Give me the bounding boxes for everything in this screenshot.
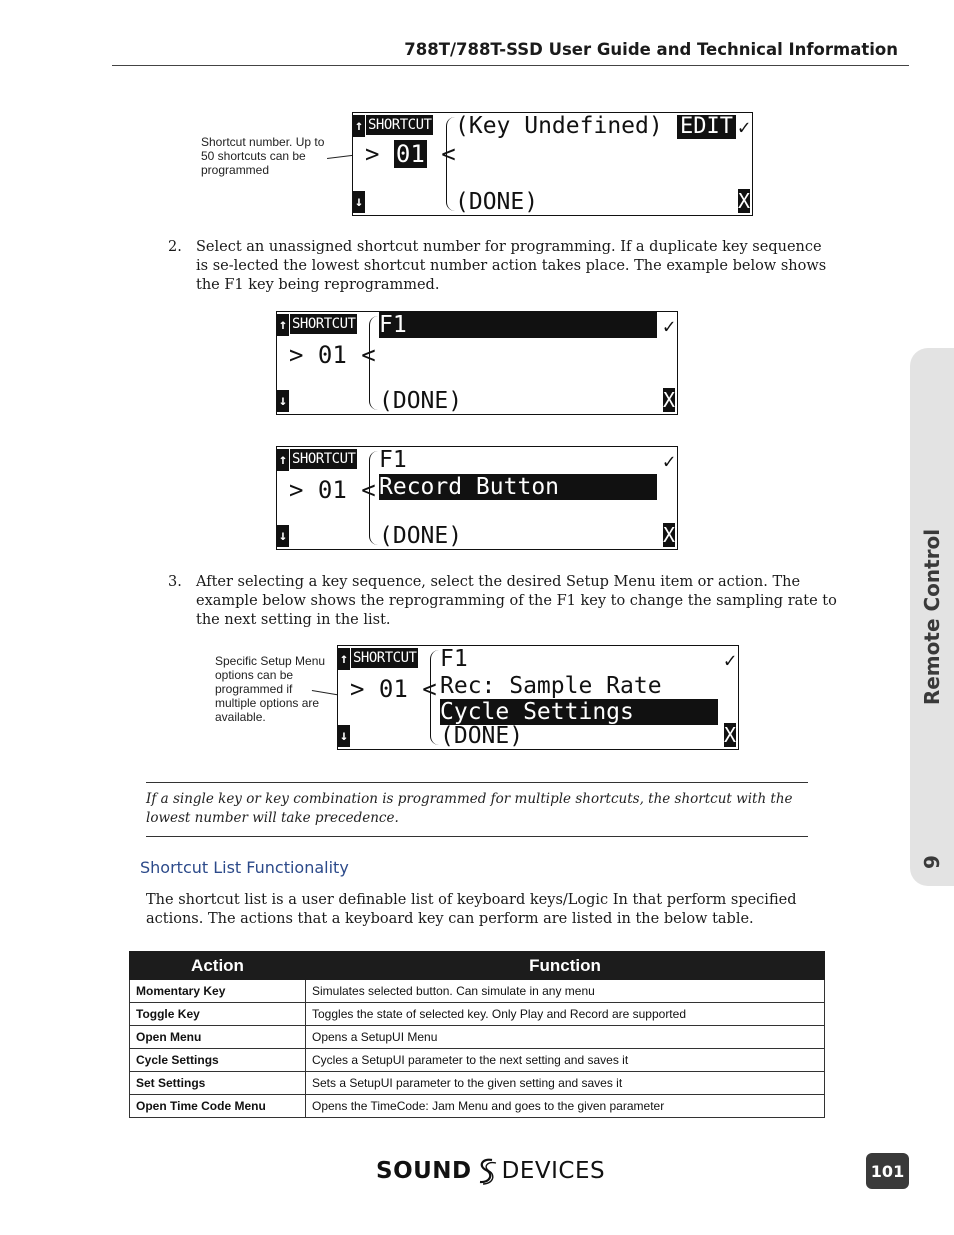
table-header-action: Action [130, 952, 306, 980]
table-header-function: Function [306, 952, 825, 980]
shortcut-number-row: > 01 < [289, 341, 376, 369]
key-name: F1 [379, 312, 657, 338]
action-cell: Open Time Code Menu [130, 1095, 306, 1118]
action-cell: Cycle Settings [130, 1049, 306, 1072]
check-icon: ✓ [663, 449, 676, 473]
brace-divider [446, 117, 455, 211]
brace-divider [369, 316, 378, 410]
function-cell: Sets a SetupUI parameter to the given setting and saves it [306, 1072, 825, 1095]
setup-options-callout: Specific Setup Menu options can be programmed if multiple options are available. [215, 654, 326, 724]
table-row [130, 1003, 825, 1026]
down-arrow-icon: ↓ [277, 525, 289, 547]
done-label: (DONE) [440, 723, 524, 749]
check-icon: ✓ [663, 314, 676, 338]
note-rule-bottom [146, 836, 808, 837]
chapter-title: Remote Control [920, 528, 944, 706]
cancel-x-icon: X [724, 723, 737, 747]
brace-divider [430, 650, 439, 745]
menu-item: Rec: Sample Rate [440, 673, 662, 699]
step-text: Select an unassigned shortcut number for programming. If a duplicate key sequence is se-lected the lowest shortcut number action takes place. The example below shows the F1 key being reprogrammed. [196, 239, 827, 293]
logo-devices: DEVICES [501, 1158, 606, 1184]
lcd-screen-f1 [276, 311, 678, 415]
cancel-x-icon: X [663, 388, 676, 412]
function-cell: Cycles a SetupUI parameter to the next setting and saves it [306, 1049, 825, 1072]
table-row [130, 1049, 825, 1072]
table-row [130, 980, 825, 1003]
action-cell: Set Settings [130, 1072, 306, 1095]
shortcut-label: SHORTCUT [292, 316, 356, 332]
up-arrow-icon: ↑ [353, 115, 365, 137]
brace-divider [369, 451, 378, 545]
shortcut-number-callout: Shortcut number. Up to 50 shortcuts can be programmed [201, 135, 325, 177]
note-rule-top [146, 782, 808, 783]
section-body: The shortcut list is a user definable list of keyboard keys/Logic In that perform specified actions. The actions that a keyboard key can perform are listed in the below table. [146, 892, 797, 927]
up-arrow-icon: ↑ [277, 449, 289, 471]
precedence-note: If a single key or key combination is programmed for multiple shortcuts, the shortcut with the lowest number will take precedence. [146, 791, 793, 826]
key-name: F1 [379, 447, 407, 473]
swirl-logo-icon [474, 1156, 500, 1186]
edit-label: EDIT [677, 115, 736, 139]
function-cell: Toggles the state of selected key. Only Play and Record are supported [306, 1003, 825, 1026]
shortcut-number: 01 [317, 341, 347, 369]
down-arrow-icon: ↓ [277, 390, 289, 412]
up-arrow-icon: ↑ [277, 314, 289, 336]
shortcut-action-table [129, 951, 825, 1118]
table-row [130, 1026, 825, 1049]
down-arrow-icon: ↓ [338, 725, 350, 747]
section-heading: Shortcut List Functionality [140, 858, 349, 877]
action-cell: Momentary Key [130, 980, 306, 1003]
page-number: 101 [866, 1153, 909, 1189]
chapter-number: 9 [920, 855, 944, 869]
key-name: F1 [440, 646, 468, 672]
shortcut-number-row: > 01 < [365, 140, 456, 168]
table-row [130, 1072, 825, 1095]
done-label: (DONE) [379, 523, 463, 549]
done-label: (DONE) [379, 388, 463, 414]
lcd-screen-undefined [352, 112, 753, 216]
function-cell: Opens a SetupUI Menu [306, 1026, 825, 1049]
lcd-screen-sample-rate [337, 645, 739, 750]
page-header-title: 788T/788T-SSD User Guide and Technical Information [404, 40, 898, 59]
shortcut-number: 01 [317, 476, 347, 504]
check-icon: ✓ [738, 115, 751, 139]
done-label: (DONE) [455, 189, 539, 215]
shortcut-number-row: > 01 < [289, 476, 376, 504]
step-number: 2. [168, 239, 182, 255]
cancel-x-icon: X [663, 523, 676, 547]
function-cell: Simulates selected button. Can simulate in any menu [306, 980, 825, 1003]
action-cell: Open Menu [130, 1026, 306, 1049]
shortcut-number: 01 [395, 140, 425, 168]
header-divider [112, 65, 909, 66]
step-text: After selecting a key sequence, select the desired Setup Menu item or action. The example below shows the reprogramming of the F1 key to change the sampling rate to the next setting in the list. [196, 574, 837, 628]
step-3 [168, 573, 848, 633]
shortcut-label: SHORTCUT [292, 451, 356, 467]
action-item: Record Button [379, 474, 657, 500]
key-title: (Key Undefined) [455, 113, 663, 139]
function-cell: Opens the TimeCode: Jam Menu and goes to the given parameter [306, 1095, 825, 1118]
action-cell: Toggle Key [130, 1003, 306, 1026]
shortcut-label: SHORTCUT [353, 650, 417, 666]
cancel-x-icon: X [738, 189, 751, 213]
table-row [130, 1095, 825, 1118]
down-arrow-icon: ↓ [353, 191, 365, 213]
lcd-screen-record-button [276, 446, 678, 550]
shortcut-label: SHORTCUT [368, 117, 432, 133]
step-2 [168, 238, 828, 298]
check-icon: ✓ [724, 648, 737, 672]
step-number: 3. [168, 574, 182, 590]
sound-devices-logo [376, 1156, 605, 1186]
shortcut-number-row: > 01 < [350, 675, 437, 703]
logo-sound: SOUND [376, 1158, 472, 1184]
option-item: Cycle Settings [440, 699, 718, 725]
up-arrow-icon: ↑ [338, 648, 350, 670]
shortcut-number: 01 [378, 675, 408, 703]
